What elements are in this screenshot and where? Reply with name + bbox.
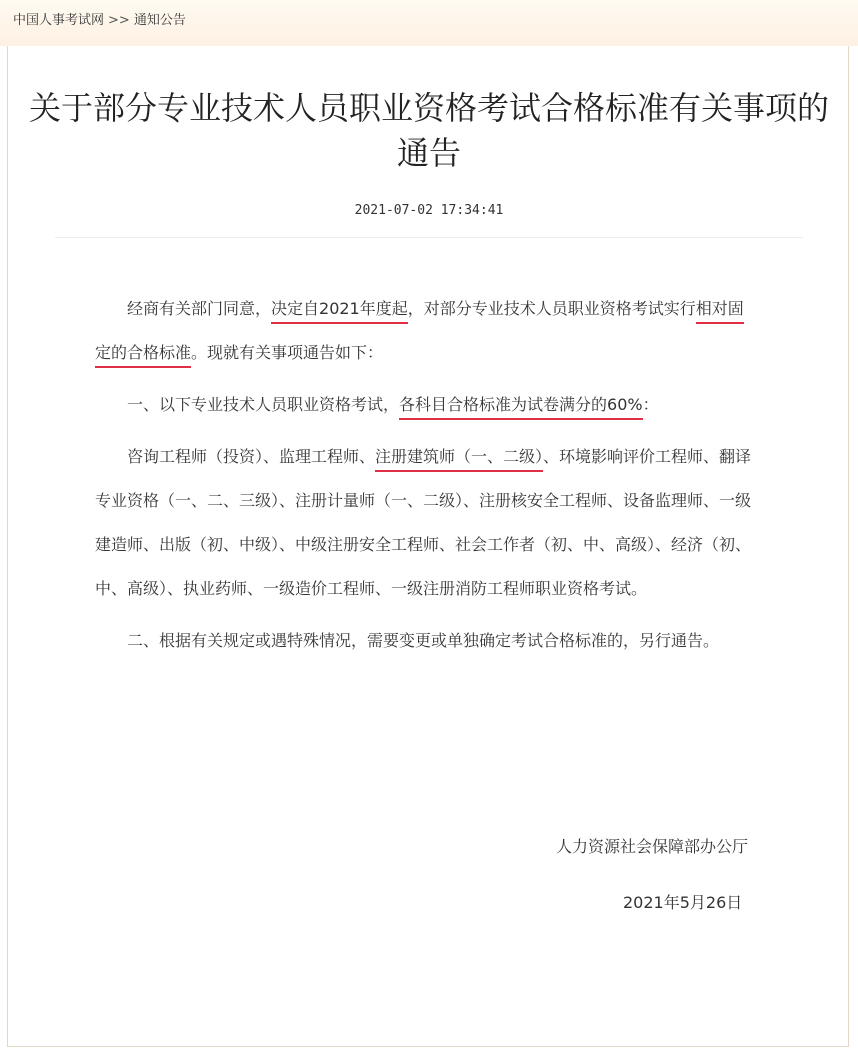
- publish-datetime: 2021-07-02 17:34:41: [354, 203, 504, 218]
- article-body: [95, 287, 759, 663]
- paragraph-intro: 经商有关部门同意，决定自2021年度起，对部分专业技术人员职业资格考试实行相对固定的合格标准。现就有关事项通告如下：: [95, 287, 759, 375]
- highlight-architect: 注册建筑师（一、二级）: [375, 447, 543, 472]
- breadcrumb-home-link[interactable]: 中国人事考试网: [13, 13, 105, 28]
- title-divider: [55, 237, 803, 238]
- highlight-fixed-standard: 相对固定的合格标准: [95, 299, 744, 368]
- paragraph-item-one: 一、以下专业技术人员职业资格考试，各科目合格标准为试卷满分的60%：: [95, 383, 759, 427]
- highlight-start-year: 决定自2021年度起: [271, 299, 408, 324]
- highlight-pass-standard: 各科目合格标准为试卷满分的60%: [399, 395, 643, 420]
- breadcrumb: [13, 9, 186, 28]
- page-title: 关于部分专业技术人员职业资格考试合格标准有关事项的通告: [28, 89, 829, 172]
- breadcrumb-separator: >>: [108, 13, 130, 28]
- signature-org: 人力资源社会保障部办公厅: [556, 837, 749, 856]
- paragraph-item-two: 二、根据有关规定或遇特殊情况，需要变更或单独确定考试合格标准的，另行通告。: [127, 631, 720, 650]
- paragraph-exam-list: 咨询工程师（投资）、监理工程师、注册建筑师（一、二级）、环境影响评价工程师、翻译专业资格（一、二、三级）、注册计量师（一、二级）、注册核安全工程师、设备监理师、一级建造师、出版（初、中级）、中级注册安全工程师、社会工作者（初、中、高级）、经济（初、中、高级）、执业药师、一级造价工程师、一级注册消防工程师职业资格考试。: [95, 447, 752, 598]
- breadcrumb-current-link[interactable]: 通知公告: [133, 13, 186, 28]
- signature-date: 2021年5月26日: [623, 893, 743, 912]
